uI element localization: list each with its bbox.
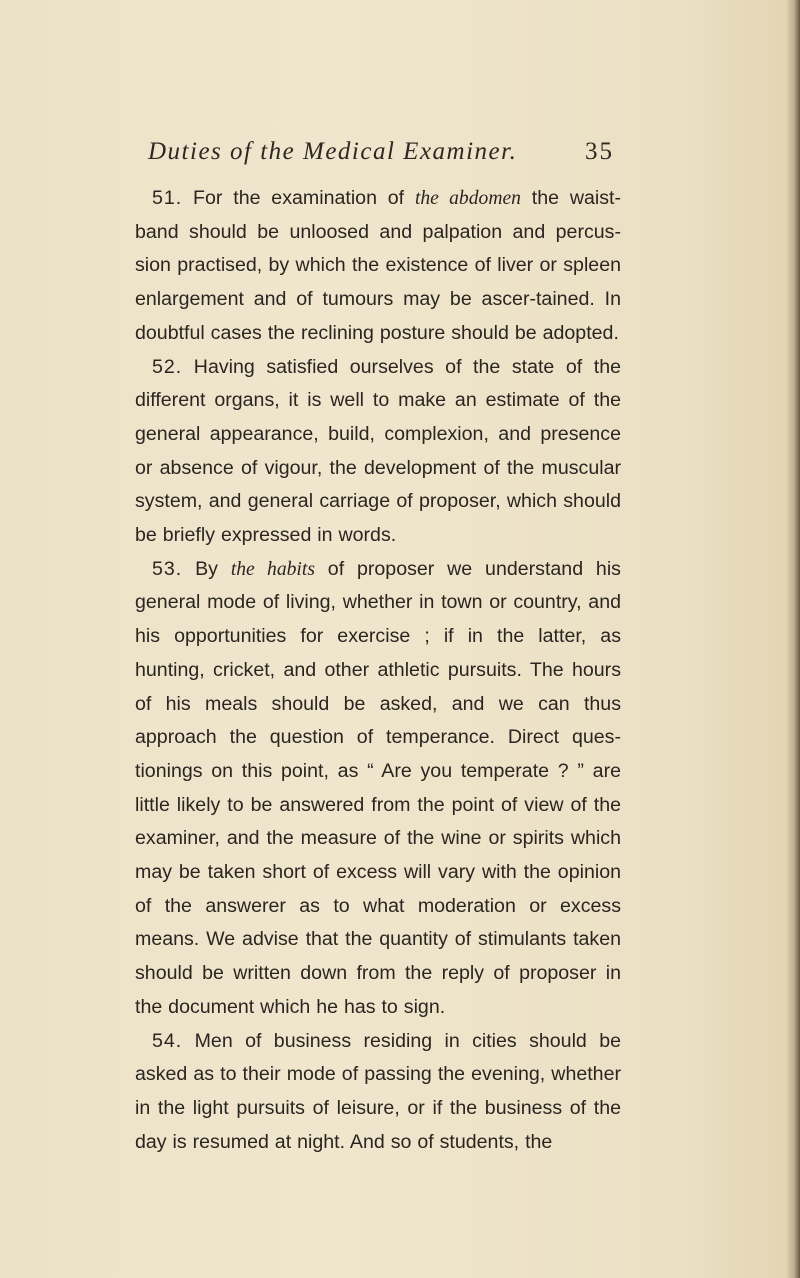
paragraph-number: 54.	[152, 1029, 183, 1052]
paragraph-text: By	[182, 557, 231, 580]
paragraph-number: 53.	[152, 557, 183, 580]
chapter-title: Duties of the Medical Examiner.	[148, 138, 518, 165]
paragraph-text: the waist-band should be unloosed and palpation and percus-sion practised, by which the existence of liver or spleen enlargement and of tumours may be ascer-tained. In doubtful cases the reclining posture should be adopted.	[135, 187, 622, 344]
paragraph-54	[135, 1025, 621, 1160]
page-number: 35	[585, 138, 614, 165]
paragraph-52	[135, 351, 621, 553]
paragraph-text: Men of business residing in cities should be asked as to their mode of passing the evening, whether in the light pursuits of leisure, or if the business of the day is resumed at night. And so of students, the	[135, 1029, 621, 1153]
paragraph-number: 52.	[152, 355, 183, 378]
italic-term: the habits	[230, 558, 315, 580]
body-text	[135, 182, 621, 1159]
paragraph-number: 51.	[152, 187, 183, 209]
paragraph-text: Having satisfied ourselves of the state of the different organs, it is well to make an estimate of the general appearance, build, complexion, and presence or absence of vigour, the development of the muscular system, and general carriage of proposer, which should be briefly expressed in words.	[135, 355, 621, 547]
paragraph-51	[135, 182, 621, 351]
page-edge-shadow	[786, 0, 800, 1278]
paragraph-text: of proposer we understand his general mode of living, whether in town or country, and his opportunities for exercise ; if in the latter, as hunting, cricket, and other athletic pursuits. The hours of his meals should be asked, and we can thus approach the question of temperance. Direct ques-tionings on this point, as “ Are you temperate ? ” are little likely to be answered from the point of view of the examiner, and the measure of the wine or spirits which may be taken short of excess will vary with the opinion of the answerer as to what moderation or excess means. We advise that the quantity of stimulants taken should be written down from the reply of proposer in the document which he has to sign.	[135, 557, 621, 1018]
italic-term: the abdomen	[414, 188, 521, 209]
running-head	[148, 138, 628, 166]
paragraph-53	[135, 553, 621, 1025]
paragraph-text: For the examination of	[182, 187, 415, 209]
